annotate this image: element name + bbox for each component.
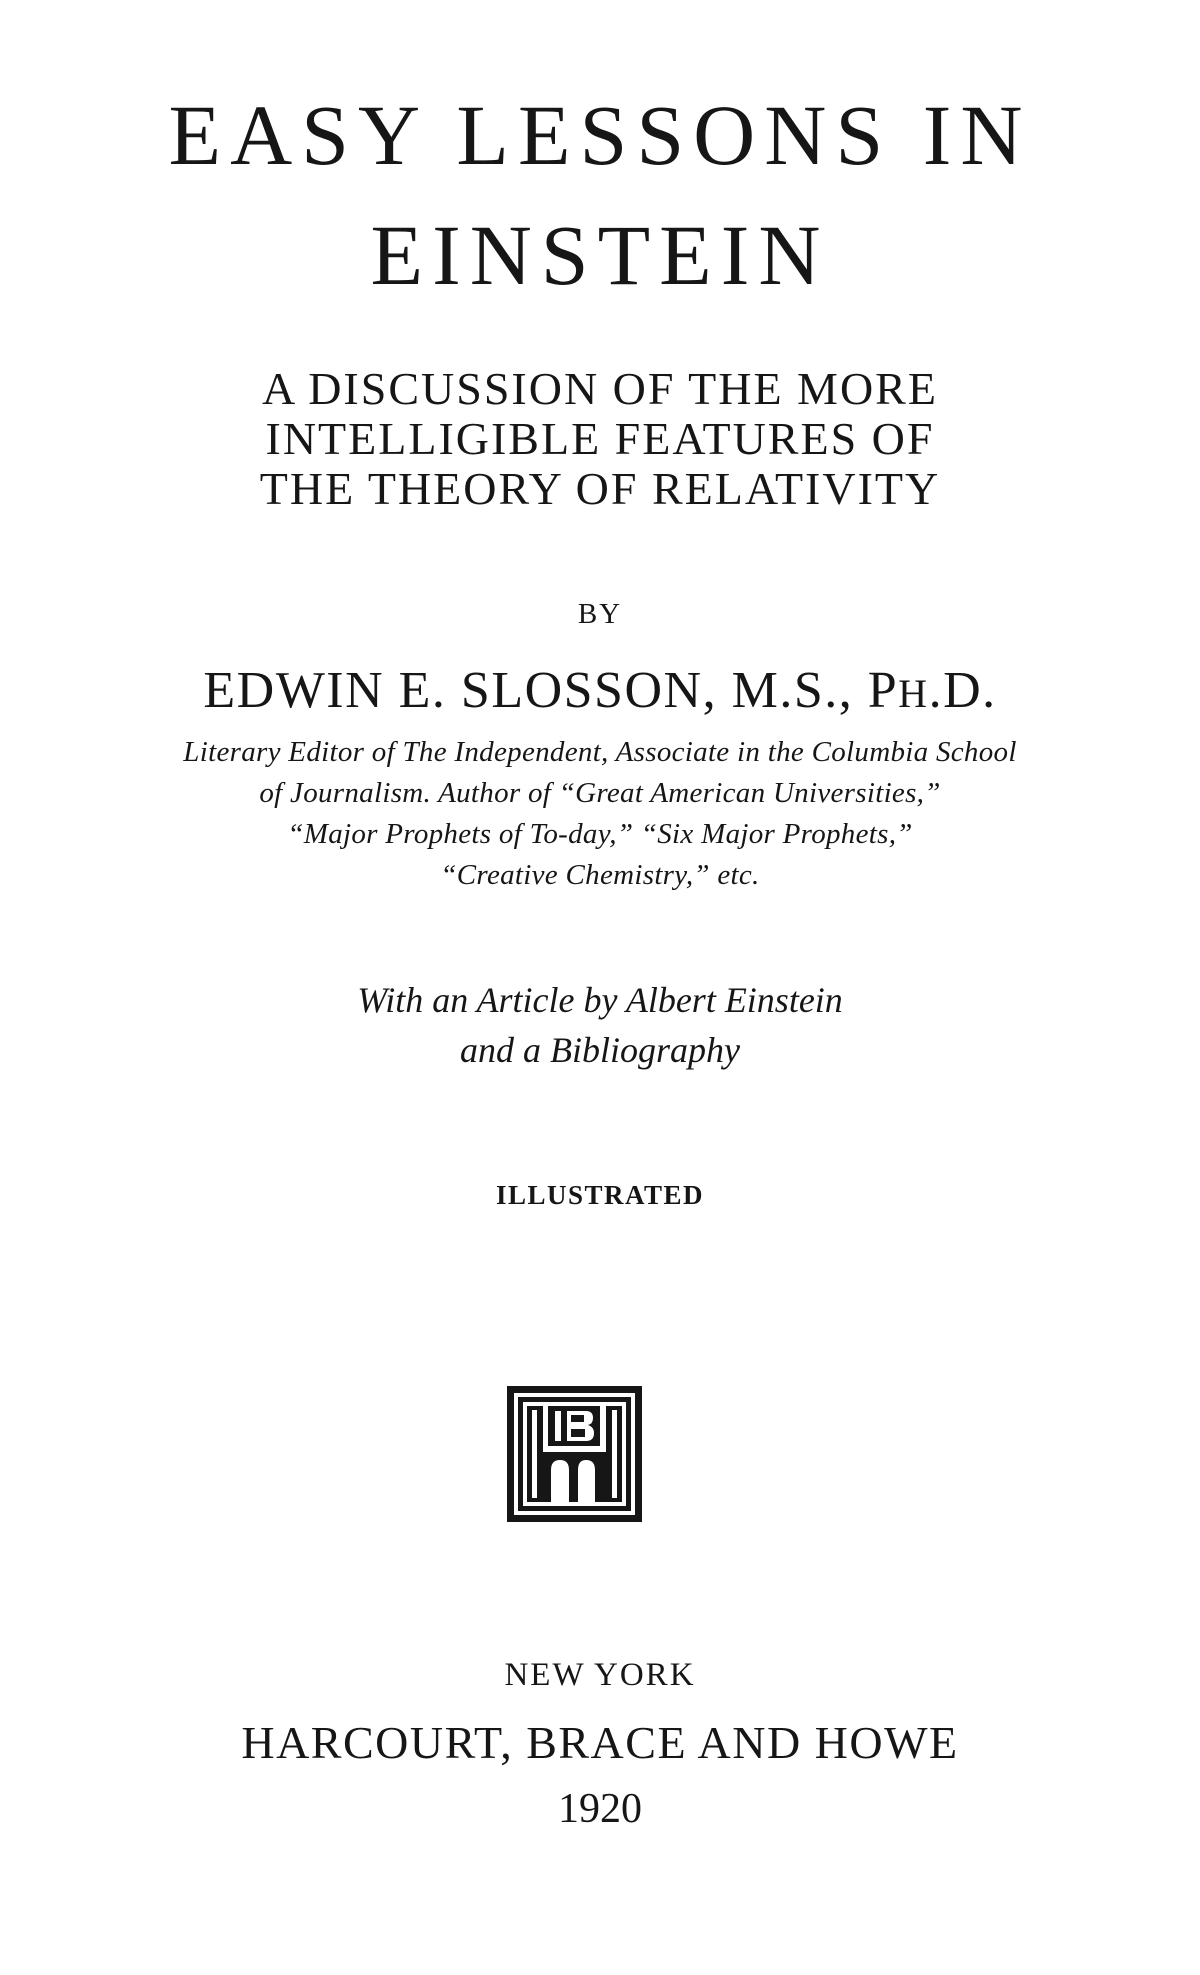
author-degree-smallcaps: H xyxy=(898,671,929,716)
author-credits-line-2: of Journalism. Author of “Great American Universities,” xyxy=(259,777,941,809)
imprint-publisher: HARCOURT, BRACE AND HOWE xyxy=(241,1717,959,1768)
book-title-line-2: EINSTEIN xyxy=(370,207,830,303)
author-name-main: EDWIN E. SLOSSON, M.S., P xyxy=(203,662,899,719)
imprint-city: NEW YORK xyxy=(504,1657,696,1693)
article-note-line-1: With an Article by Albert Einstein xyxy=(357,980,843,1020)
subtitle-line-1: A DISCUSSION OF THE MORE xyxy=(262,363,938,414)
author-credits-line-1: Literary Editor of The Independent, Associate in the Columbia School xyxy=(183,736,1017,768)
author-credits-line-3: “Major Prophets of To-day,” “Six Major Prophets,” xyxy=(287,818,913,850)
illustrated-label: ILLUSTRATED xyxy=(495,1180,705,1210)
subtitle-line-3: THE THEORY OF RELATIVITY xyxy=(259,463,941,514)
imprint-year: 1920 xyxy=(558,1786,642,1832)
subtitle-line-2: INTELLIGIBLE FEATURES OF xyxy=(265,413,935,464)
author-credits-line-4: “Creative Chemistry,” etc. xyxy=(440,859,760,891)
harcourt-brace-howe-monogram-icon xyxy=(507,1386,642,1522)
author-name xyxy=(0,662,1200,719)
author-degree-end: .D. xyxy=(928,662,997,719)
book-title-line-1: EASY LESSONS IN xyxy=(168,87,1032,183)
article-note-line-2: and a Bibliography xyxy=(460,1030,740,1070)
byline: BY xyxy=(577,598,623,630)
